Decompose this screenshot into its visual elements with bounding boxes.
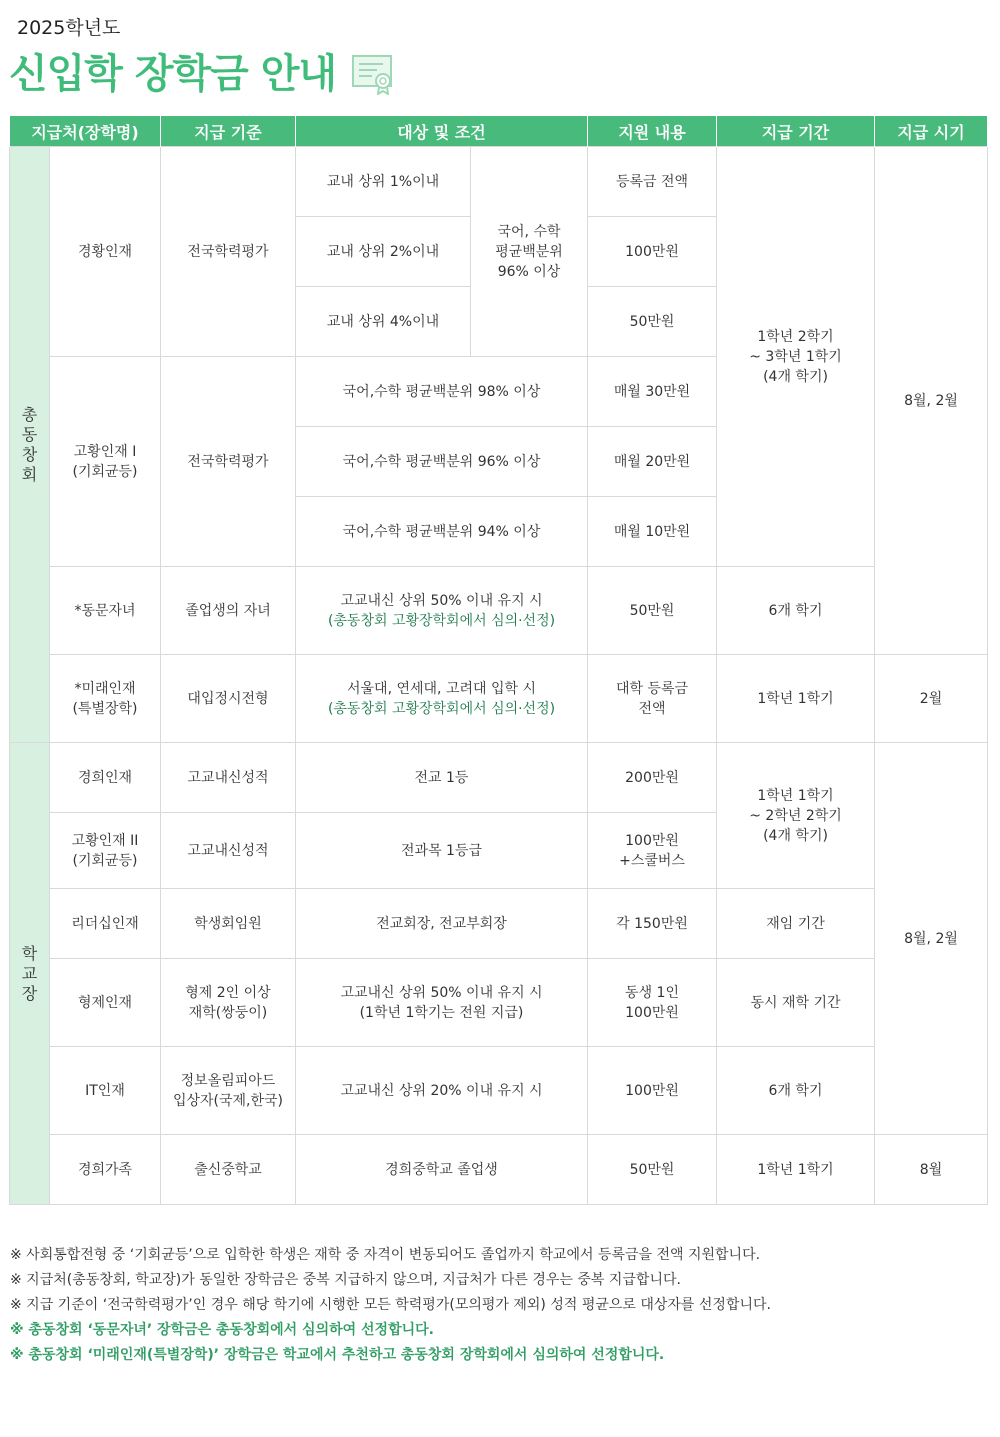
title-row bbox=[9, 48, 396, 100]
basis-cell: 정보올림피아드 입상자(국제,한국) bbox=[161, 1047, 296, 1135]
support-cell: 매월 10만원 bbox=[588, 497, 717, 567]
table-row bbox=[10, 1047, 988, 1135]
table-row bbox=[10, 959, 988, 1047]
scholarship-table bbox=[9, 116, 988, 1205]
scholarship-name: *동문자녀 bbox=[50, 567, 161, 655]
support-cell: 동생 1인 100만원 bbox=[588, 959, 717, 1047]
timing-cell: 8월, 2월 bbox=[875, 743, 988, 1135]
basis-cell: 학생회임원 bbox=[161, 889, 296, 959]
support-cell: 100만원 bbox=[588, 217, 717, 287]
condition-cell: 고교내신 상위 50% 이내 유지 시 (1학년 1학기는 전원 지급) bbox=[296, 959, 588, 1047]
period-cell: 1학년 1학기 bbox=[717, 1135, 875, 1205]
period-cell: 1학년 1학기 bbox=[717, 655, 875, 743]
condition-cell: 고교내신 상위 20% 이내 유지 시 bbox=[296, 1047, 588, 1135]
table-row bbox=[10, 147, 988, 217]
period-cell: 동시 재학 기간 bbox=[717, 959, 875, 1047]
support-cell: 50만원 bbox=[588, 567, 717, 655]
group-alumni: 총 동 창 회 bbox=[10, 147, 50, 743]
col-header-basis: 지급 기준 bbox=[161, 116, 296, 147]
note-item: ※ 지급처(총동창회, 학교장)가 동일한 장학금은 중복 지급하지 않으며, 지급처가 다른 경우는 중복 지급합니다. bbox=[10, 1272, 681, 1288]
basis-cell: 대입정시전형 bbox=[161, 655, 296, 743]
period-cell: 1학년 2학기 ~ 3학년 1학기 (4개 학기) bbox=[717, 147, 875, 567]
condition-cell bbox=[296, 567, 588, 655]
scholarship-name: IT인재 bbox=[50, 1047, 161, 1135]
condition-cell: 국어,수학 평균백분위 98% 이상 bbox=[296, 357, 588, 427]
support-cell: 매월 20만원 bbox=[588, 427, 717, 497]
support-cell: 각 150만원 bbox=[588, 889, 717, 959]
scholarship-name: 고황인재 II (기회균등) bbox=[50, 813, 161, 889]
condition-cell: 교내 상위 4%이내 bbox=[296, 287, 471, 357]
scholarship-name: *미래인재 (특별장학) bbox=[50, 655, 161, 743]
col-header-timing: 지급 시기 bbox=[875, 116, 988, 147]
table-row bbox=[10, 1135, 988, 1205]
condition-cell: 전교회장, 전교부회장 bbox=[296, 889, 588, 959]
timing-cell: 8월 bbox=[875, 1135, 988, 1205]
notes bbox=[10, 1243, 771, 1368]
col-header-support: 지원 내용 bbox=[588, 116, 717, 147]
support-cell: 등록금 전액 bbox=[588, 147, 717, 217]
basis-cell: 졸업생의 자녀 bbox=[161, 567, 296, 655]
support-cell: 매월 30만원 bbox=[588, 357, 717, 427]
basis-cell: 전국학력평가 bbox=[161, 147, 296, 357]
scholarship-name: 경희가족 bbox=[50, 1135, 161, 1205]
col-header-condition: 대상 및 조건 bbox=[296, 116, 588, 147]
period-cell: 6개 학기 bbox=[717, 1047, 875, 1135]
table-row bbox=[10, 655, 988, 743]
condition-cell bbox=[296, 655, 588, 743]
note-item: ※ 사회통합전형 중 ‘기회균등’으로 입학한 학생은 재학 중 자격이 변동되어도 졸업까지 학교에서 등록금을 전액 지원합니다. bbox=[10, 1247, 761, 1263]
table-row bbox=[10, 743, 988, 813]
year-label: 2025학년도 bbox=[17, 17, 121, 39]
scholarship-name: 경희인재 bbox=[50, 743, 161, 813]
condition-cell: 국어,수학 평균백분위 94% 이상 bbox=[296, 497, 588, 567]
table-header-row bbox=[10, 116, 988, 147]
condition-note: (총동창회 고황장학회에서 심의·선정) bbox=[327, 612, 556, 629]
table-row bbox=[10, 889, 988, 959]
basis-cell: 고교내신성적 bbox=[161, 743, 296, 813]
support-cell: 100만원 bbox=[588, 1047, 717, 1135]
support-cell: 50만원 bbox=[588, 1135, 717, 1205]
period-cell: 1학년 1학기 ~ 2학년 2학기 (4개 학기) bbox=[717, 743, 875, 889]
basis-cell: 출신중학교 bbox=[161, 1135, 296, 1205]
condition-note: (총동창회 고황장학회에서 심의·선정) bbox=[327, 700, 556, 717]
note-item: ※ 지급 기준이 ‘전국학력평가’인 경우 해당 학기에 시행한 모든 학력평가(모의평가 제외) 성적 평균으로 대상자를 선정합니다. bbox=[10, 1297, 771, 1313]
note-item: ※ 총동창회 ‘미래인재(특별장학)’ 장학금은 학교에서 추천하고 총동창회 장학회에서 심의하여 선정합니다. bbox=[10, 1347, 665, 1363]
basis-cell: 고교내신성적 bbox=[161, 813, 296, 889]
period-cell: 재임 기간 bbox=[717, 889, 875, 959]
condition-cell: 경희중학교 졸업생 bbox=[296, 1135, 588, 1205]
condition-cell: 국어,수학 평균백분위 96% 이상 bbox=[296, 427, 588, 497]
scholarship-name: 리더십인재 bbox=[50, 889, 161, 959]
condition-cell: 전교 1등 bbox=[296, 743, 588, 813]
page-title: 신입학 장학금 안내 bbox=[9, 51, 336, 97]
timing-cell: 2월 bbox=[875, 655, 988, 743]
condition-cell: 교내 상위 2%이내 bbox=[296, 217, 471, 287]
scholarship-name: 형제인재 bbox=[50, 959, 161, 1047]
scholarship-name: 고황인재 I (기회균등) bbox=[50, 357, 161, 567]
support-cell: 50만원 bbox=[588, 287, 717, 357]
condition-cell: 교내 상위 1%이내 bbox=[296, 147, 471, 217]
support-cell: 대학 등록금 전액 bbox=[588, 655, 717, 743]
support-cell: 100만원 +스쿨버스 bbox=[588, 813, 717, 889]
basis-cell: 전국학력평가 bbox=[161, 357, 296, 567]
col-header-period: 지급 기간 bbox=[717, 116, 875, 147]
col-header-payer: 지급처(장학명) bbox=[10, 116, 161, 147]
timing-cell: 8월, 2월 bbox=[875, 147, 988, 655]
support-cell: 200만원 bbox=[588, 743, 717, 813]
condition-cell: 전과목 1등급 bbox=[296, 813, 588, 889]
period-cell: 6개 학기 bbox=[717, 567, 875, 655]
condition-common-cell: 국어, 수학 평균백분위 96% 이상 bbox=[471, 147, 588, 357]
condition-text: 서울대, 연세대, 고려대 입학 시 bbox=[347, 680, 536, 697]
basis-cell: 형제 2인 이상 재학(쌍둥이) bbox=[161, 959, 296, 1047]
scholarship-name: 경황인재 bbox=[50, 147, 161, 357]
note-item: ※ 총동창회 ‘동문자녀’ 장학금은 총동창회에서 심의하여 선정합니다. bbox=[10, 1322, 434, 1338]
table-row bbox=[10, 567, 988, 655]
certificate-icon bbox=[350, 53, 396, 95]
group-school: 학 교 장 bbox=[10, 743, 50, 1205]
condition-text: 고교내신 상위 50% 이내 유지 시 bbox=[340, 592, 543, 609]
